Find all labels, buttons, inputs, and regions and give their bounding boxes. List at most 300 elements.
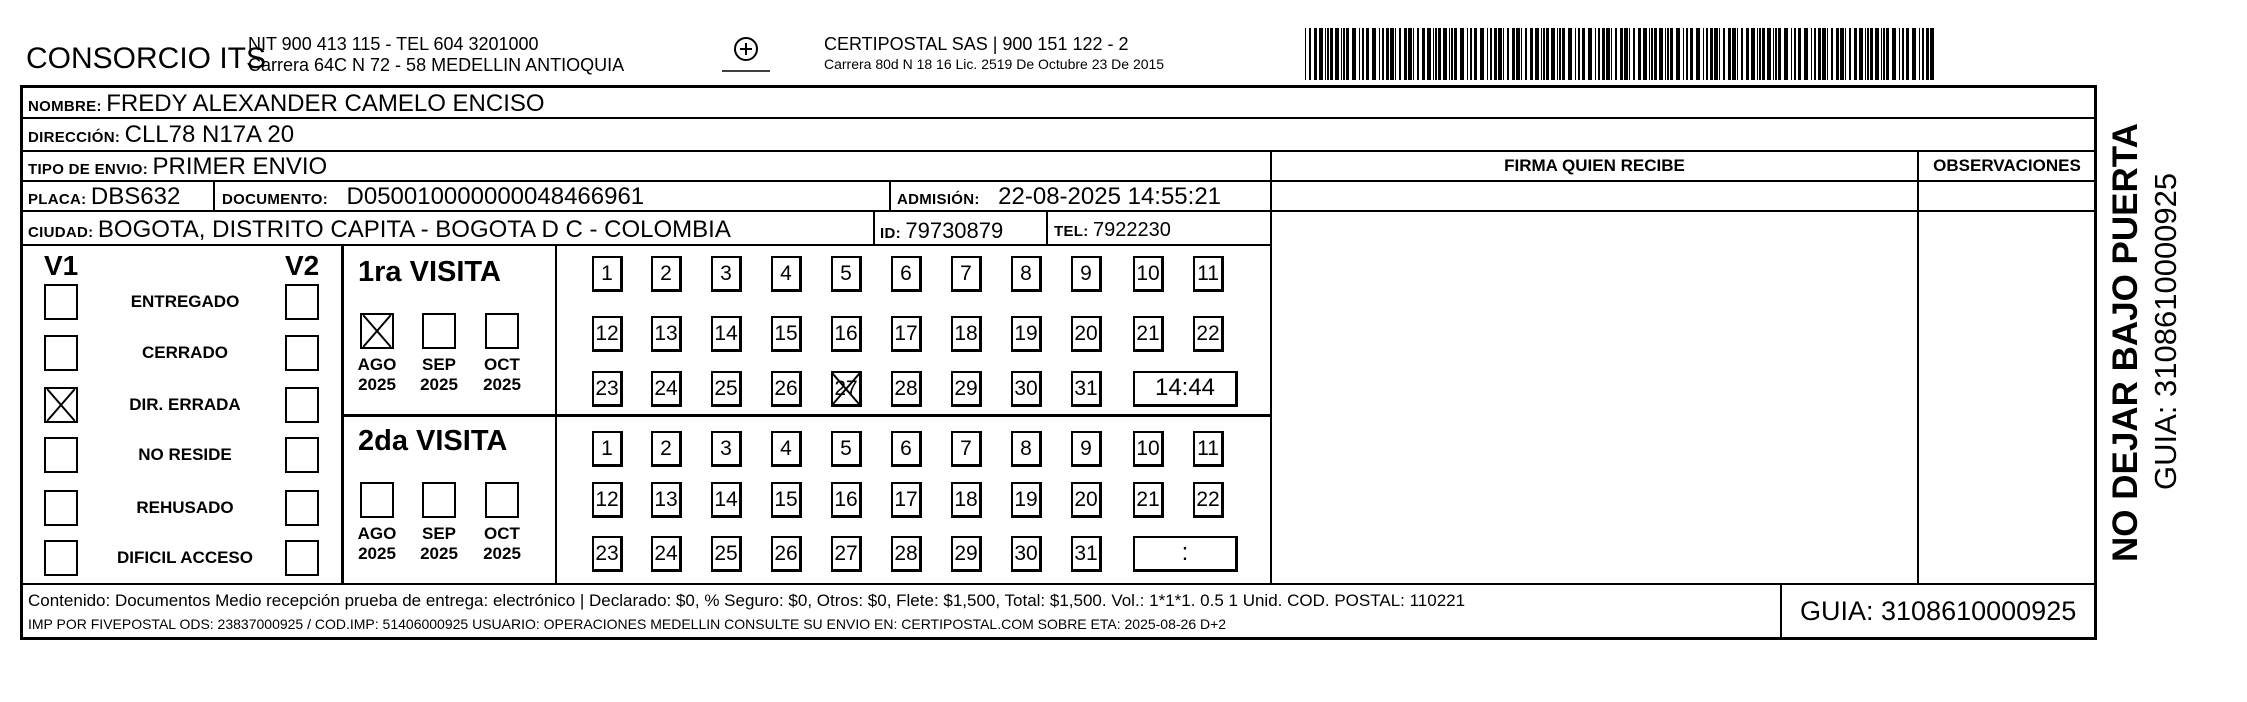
carrier-logo-icon xyxy=(716,33,776,77)
visit2-day-box[interactable]: 15 xyxy=(771,482,802,518)
visit1-month-checkbox[interactable] xyxy=(485,313,519,349)
visit1-month-checkbox[interactable] xyxy=(360,313,394,349)
document-row xyxy=(222,183,644,211)
barcode-bar xyxy=(1649,28,1650,80)
barcode-bar xyxy=(1582,28,1585,80)
document-number: D050010000000048466961 xyxy=(346,183,645,210)
barcode-bar xyxy=(1530,28,1533,80)
barcode-bar xyxy=(1836,28,1839,80)
barcode-bar xyxy=(1746,28,1749,80)
barcode-bar xyxy=(1408,28,1412,80)
barcode-bar xyxy=(1551,28,1555,80)
visit2-month-checkbox[interactable] xyxy=(422,482,456,518)
company-address-line: Carrera 64C N 72 - 58 MEDELLIN ANTIOQUIA xyxy=(248,55,625,75)
barcode-bar xyxy=(1912,28,1916,80)
barcode-bar xyxy=(1327,28,1329,80)
status-v1-checkbox[interactable] xyxy=(44,387,78,423)
status-v2-checkbox[interactable] xyxy=(285,437,319,473)
barcode-bar xyxy=(1676,28,1680,80)
barcode-bar xyxy=(1386,28,1389,80)
recipient-address: CLL78 N17A 20 xyxy=(124,121,295,148)
barcode-bar xyxy=(1665,28,1666,80)
tel-number: 7922230 xyxy=(1092,219,1171,241)
visit1-day-box[interactable]: 12 xyxy=(592,316,623,352)
barcode-bar xyxy=(1906,28,1909,80)
visit1-day-box[interactable]: 30 xyxy=(1011,371,1042,407)
barcode-bar xyxy=(1883,28,1885,80)
visit1-day-box[interactable]: 21 xyxy=(1133,316,1164,352)
barcode-bar xyxy=(1798,28,1801,80)
barcode-bar xyxy=(1435,28,1437,80)
barcode-bar xyxy=(1512,28,1515,80)
barcode-bar xyxy=(1454,28,1457,80)
id-number: 79730879 xyxy=(905,218,1004,243)
divider xyxy=(1270,150,1272,583)
visit2-day-box[interactable]: 10 xyxy=(1133,431,1164,467)
barcode-bar xyxy=(1390,28,1394,80)
visit2-month-label xyxy=(349,524,405,564)
barcode-bar xyxy=(1624,28,1628,80)
address-row xyxy=(28,121,294,149)
barcode-bar xyxy=(1438,28,1441,80)
barcode-bar xyxy=(1467,28,1468,80)
status-v2-checkbox[interactable] xyxy=(285,284,319,320)
barcode-bar xyxy=(1422,28,1425,80)
month-year: 2025 xyxy=(483,544,521,563)
carrier-info xyxy=(824,33,1164,73)
plate: DBS632 xyxy=(90,183,181,210)
recipient-name: FREDY ALEXANDER CAMELO ENCISO xyxy=(106,90,545,117)
visit1-day-box[interactable]: 31 xyxy=(1071,371,1102,407)
visit2-day-box[interactable]: 3 xyxy=(711,431,742,467)
visit1-day-box[interactable]: 11 xyxy=(1193,256,1224,292)
visit2-day-box[interactable]: 30 xyxy=(1011,536,1042,572)
barcode-bar xyxy=(1659,28,1663,80)
barcode-bar xyxy=(1751,28,1755,80)
barcode-bar xyxy=(1633,28,1635,80)
visit1-title: 1ra VISITA xyxy=(358,256,501,288)
barcode-bar xyxy=(1404,28,1407,80)
visit1-day-box[interactable]: 2 xyxy=(651,256,682,292)
barcode-bar xyxy=(1602,28,1605,80)
barcode-bar xyxy=(1417,28,1419,80)
month-name: SEP xyxy=(421,524,457,543)
divider xyxy=(555,244,557,583)
visit2-day-box[interactable]: 18 xyxy=(951,482,982,518)
month-name: AGO xyxy=(357,524,397,543)
barcode-bar xyxy=(1822,28,1826,80)
visit1-day-box[interactable]: 8 xyxy=(1011,256,1042,292)
barcode-bar xyxy=(1341,28,1342,80)
status-v2-checkbox[interactable] xyxy=(285,540,319,576)
barcode-bar xyxy=(1728,28,1731,80)
visit2-day-box[interactable]: 1 xyxy=(592,431,623,467)
barcode-bar xyxy=(1703,28,1704,80)
visit1-month-checkbox[interactable] xyxy=(422,313,456,349)
barcode-bar xyxy=(1325,28,1326,80)
barcode xyxy=(1305,28,1940,80)
visit2-day-box[interactable]: 23 xyxy=(592,536,623,572)
divider xyxy=(341,244,344,583)
visit2-time-box[interactable]: : xyxy=(1133,536,1238,572)
visit1-day-box[interactable]: 7 xyxy=(951,256,982,292)
barcode-bar xyxy=(1778,28,1781,80)
visit1-day-box[interactable]: 4 xyxy=(771,256,802,292)
visit2-day-box[interactable]: 27 xyxy=(831,536,862,572)
divider xyxy=(1270,210,2097,212)
barcode-bar xyxy=(1362,28,1364,80)
barcode-bar xyxy=(1767,28,1771,80)
visit2-day-box[interactable]: 6 xyxy=(891,431,922,467)
visit1-day-box[interactable]: 24 xyxy=(651,371,682,407)
barcode-bar xyxy=(1757,28,1758,80)
barcode-bar xyxy=(1919,28,1920,80)
visit1-day-box[interactable]: 23 xyxy=(592,371,623,407)
send-type-label: TIPO DE ENVIO: xyxy=(28,161,149,178)
signature-header: FIRMA QUIEN RECIBE xyxy=(1504,156,1685,175)
visit1-day-box[interactable]: 22 xyxy=(1193,316,1224,352)
month-name: OCT xyxy=(484,355,520,374)
print-info-line: IMP POR FIVEPOSTAL ODS: 23837000925 / COD.IMP: 51406000925 USUARIO: OPERACIONES MEDELLIN CONSULTE SU ENVIO EN: CERTIPOSTAL.COM SOBRE ETA: 2025-08-26 D+2 xyxy=(28,616,1227,632)
observations-area[interactable] xyxy=(1921,214,2095,581)
barcode-bar xyxy=(1595,28,1596,80)
visit1-day-box[interactable]: 28 xyxy=(891,371,922,407)
city-row xyxy=(28,216,731,244)
barcode-bar xyxy=(1343,28,1345,80)
visit2-day-box[interactable]: 11 xyxy=(1193,431,1224,467)
visit1-day-box[interactable]: 19 xyxy=(1011,316,1042,352)
barcode-bar xyxy=(1305,28,1306,80)
v1-header: V1 xyxy=(44,250,79,281)
visit2-day-box[interactable]: 14 xyxy=(711,482,742,518)
visit2-day-box[interactable]: 13 xyxy=(651,482,682,518)
visit1-day-box[interactable]: 29 xyxy=(951,371,982,407)
signature-area[interactable] xyxy=(1274,214,1915,581)
barcode-bar xyxy=(1865,28,1866,80)
tel-label: TEL: xyxy=(1054,223,1089,240)
barcode-bar xyxy=(1543,28,1545,80)
barcode-bar xyxy=(1881,28,1882,80)
barcode-bar xyxy=(1654,28,1657,80)
barcode-bar xyxy=(1498,28,1502,80)
barcode-bar xyxy=(1427,28,1431,80)
side-guia-number: GUIA: 3108610000925 xyxy=(2148,172,2183,490)
visit1-day-box[interactable]: 13 xyxy=(651,316,682,352)
barcode-bar xyxy=(1926,28,1929,80)
visit2-day-box[interactable]: 24 xyxy=(651,536,682,572)
barcode-bar xyxy=(1737,28,1738,80)
barcode-bar xyxy=(1546,28,1549,80)
barcode-bar xyxy=(1875,28,1879,80)
document-label: DOCUMENTO: xyxy=(222,191,329,208)
status-v1-checkbox[interactable] xyxy=(44,540,78,576)
barcode-bar xyxy=(1667,28,1669,80)
visit2-day-box[interactable]: 21 xyxy=(1133,482,1164,518)
status-v1-checkbox[interactable] xyxy=(44,437,78,473)
month-name: SEP xyxy=(421,355,457,374)
visit2-month-label xyxy=(474,524,530,564)
visit1-day-box[interactable]: 15 xyxy=(771,316,802,352)
visit1-day-box[interactable]: 3 xyxy=(711,256,742,292)
barcode-bar xyxy=(1791,28,1792,80)
barcode-bar xyxy=(1638,28,1641,80)
barcode-bar xyxy=(1507,28,1509,80)
barcode-bar xyxy=(1487,28,1488,80)
barcode-bar xyxy=(1541,28,1542,80)
divider xyxy=(889,180,891,210)
barcode-bar xyxy=(1773,28,1774,80)
company-nit-line: NIT 900 413 115 - TEL 604 3201000 xyxy=(248,34,539,54)
barcode-bar xyxy=(1706,28,1708,80)
barcode-bar xyxy=(1346,28,1349,80)
visit2-day-box[interactable]: 22 xyxy=(1193,482,1224,518)
carrier-address-line: Carrera 80d N 18 16 Lic. 2519 De Octubre 23 De 2015 xyxy=(824,56,1165,72)
status-label: ENTREGADO xyxy=(130,292,240,311)
month-name: AGO xyxy=(357,355,397,374)
barcode-bar xyxy=(1359,28,1360,80)
barcode-bar xyxy=(1480,28,1484,80)
status-v2-checkbox[interactable] xyxy=(285,490,319,526)
visit2-month-checkbox[interactable] xyxy=(360,482,394,518)
divider xyxy=(1046,210,1048,244)
visit2-day-box[interactable]: 25 xyxy=(711,536,742,572)
barcode-bar xyxy=(1759,28,1761,80)
barcode-bar xyxy=(1723,28,1725,80)
month-year: 2025 xyxy=(420,544,458,563)
carrier-logo xyxy=(716,33,776,77)
status-v1-checkbox[interactable] xyxy=(44,284,78,320)
name-row xyxy=(28,90,545,118)
barcode-bar xyxy=(1902,28,1904,80)
barcode-bar xyxy=(1352,28,1356,80)
month-year: 2025 xyxy=(420,375,458,394)
contents-line: Contenido: Documentos Medio recepción prueba de entrega: electrónico | Declarado: $0, % Seguro: $0, Otros: $0, Flete: $1,500, Total: $1,500. Vol.: 1*1*1. 0.5 1 Unid. COD. POSTAL: 110221 xyxy=(28,591,1466,610)
barcode-bar xyxy=(1732,28,1736,80)
barcode-bar xyxy=(1382,28,1384,80)
visit2-day-box[interactable]: 29 xyxy=(951,536,982,572)
barcode-bar xyxy=(1620,28,1623,80)
barcode-bar xyxy=(1670,28,1673,80)
barcode-bar xyxy=(1922,28,1924,80)
divider xyxy=(20,150,2097,152)
barcode-bar xyxy=(1588,28,1592,80)
visit1-day-box[interactable]: 1 xyxy=(592,256,623,292)
month-year: 2025 xyxy=(483,375,521,394)
barcode-bar xyxy=(1525,28,1527,80)
barcode-bar xyxy=(1804,28,1808,80)
visit1-day-box[interactable]: 20 xyxy=(1071,316,1102,352)
barcode-bar xyxy=(1714,28,1718,80)
name-label: NOMBRE: xyxy=(28,98,102,115)
barcode-bar xyxy=(1516,28,1520,80)
observations-header: OBSERVACIONES xyxy=(1933,156,2081,175)
send-type: PRIMER ENVIO xyxy=(152,153,328,180)
city: BOGOTA, DISTRITO CAPITA - BOGOTA D C - COLOMBIA xyxy=(97,216,731,243)
barcode-bar xyxy=(1521,28,1522,80)
barcode-bar xyxy=(1562,28,1565,80)
visit1-month-label xyxy=(411,355,467,395)
visit1-day-box[interactable]: 6 xyxy=(891,256,922,292)
send-type-row xyxy=(28,153,327,181)
barcode-bar xyxy=(1413,28,1414,80)
visit1-time-box[interactable]: 14:44 xyxy=(1133,371,1238,407)
barcode-bar xyxy=(1899,28,1900,80)
visit2-day-box[interactable]: 8 xyxy=(1011,431,1042,467)
barcode-bar xyxy=(1330,28,1333,80)
visit1-day-box[interactable]: 14 xyxy=(711,316,742,352)
barcode-bar xyxy=(1535,28,1539,80)
barcode-bar xyxy=(1319,28,1323,80)
barcode-bar xyxy=(1892,28,1896,80)
barcode-bar xyxy=(1710,28,1713,80)
barcode-bar xyxy=(1827,28,1828,80)
status-label: DIFICIL ACCESO xyxy=(116,548,253,567)
status-v1-checkbox[interactable] xyxy=(44,490,78,526)
visit2-day-box[interactable]: 19 xyxy=(1011,482,1042,518)
visit1-month-label xyxy=(349,355,405,395)
month-year: 2025 xyxy=(358,375,396,394)
address-label: DIRECCIÓN: xyxy=(28,129,121,146)
barcode-bar xyxy=(1854,28,1857,80)
visit1-day-box[interactable]: 27 xyxy=(831,371,862,407)
company-info xyxy=(248,34,624,76)
city-label: CIUDAD: xyxy=(28,224,94,241)
barcode-bar xyxy=(1611,28,1612,80)
barcode-bar xyxy=(1309,28,1311,80)
tel-row xyxy=(1054,219,1171,242)
visit1-day-box[interactable]: 17 xyxy=(891,316,922,352)
divider xyxy=(20,583,2097,585)
visit1-day-box[interactable]: 26 xyxy=(771,371,802,407)
visit1-day-box[interactable]: 25 xyxy=(711,371,742,407)
barcode-bar xyxy=(1372,28,1376,80)
visit2-day-box[interactable]: 2 xyxy=(651,431,682,467)
visit2-day-box[interactable]: 28 xyxy=(891,536,922,572)
barcode-bar xyxy=(1741,28,1743,80)
status-label: REHUSADO xyxy=(136,498,234,517)
barcode-bar xyxy=(1443,28,1447,80)
barcode-bar xyxy=(1651,28,1653,80)
barcode-bar xyxy=(1598,28,1600,80)
visit2-day-box[interactable]: 7 xyxy=(951,431,982,467)
barcode-bar xyxy=(1683,28,1684,80)
status-label: CERRADO xyxy=(142,343,228,362)
divider xyxy=(1270,180,2097,182)
admission-row xyxy=(897,183,1221,211)
barcode-bar xyxy=(1849,28,1851,80)
status-v1-checkbox[interactable] xyxy=(44,335,78,371)
status-label: DIR. ERRADA xyxy=(129,395,241,414)
admission-label: ADMISIÓN: xyxy=(897,191,980,208)
visit1-day-box[interactable]: 16 xyxy=(831,316,862,352)
barcode-bar xyxy=(1870,28,1873,80)
barcode-bar xyxy=(1474,28,1477,80)
barcode-bar xyxy=(1503,28,1504,80)
divider xyxy=(1917,150,1919,583)
visit1-day-box[interactable]: 18 xyxy=(951,316,982,352)
plate-row xyxy=(28,183,180,211)
admission-datetime: 22-08-2025 14:55:21 xyxy=(998,183,1222,210)
barcode-bar xyxy=(1867,28,1869,80)
barcode-bar xyxy=(1794,28,1796,80)
barcode-bar xyxy=(1578,28,1580,80)
barcode-bar xyxy=(1460,28,1464,80)
visit2-day-box[interactable]: 17 xyxy=(891,482,922,518)
month-year: 2025 xyxy=(358,544,396,563)
barcode-bar xyxy=(1814,28,1816,80)
visit2-day-box[interactable]: 4 xyxy=(771,431,802,467)
barcode-bar xyxy=(1314,28,1317,80)
barcode-bar xyxy=(1811,28,1812,80)
divider xyxy=(1780,583,1782,640)
visit2-day-box[interactable]: 31 xyxy=(1071,536,1102,572)
visit1-day-box[interactable]: 10 xyxy=(1133,256,1164,292)
barcode-bar xyxy=(1568,28,1572,80)
barcode-bar xyxy=(1606,28,1610,80)
status-v2-checkbox[interactable] xyxy=(285,387,319,423)
visit2-title: 2da VISITA xyxy=(358,425,508,457)
do-not-leave-under-door: NO DEJAR BAJO PUERTA xyxy=(2106,123,2145,562)
id-row xyxy=(880,218,1003,244)
visit2-day-box[interactable]: 5 xyxy=(831,431,862,467)
barcode-bar xyxy=(1559,28,1561,80)
barcode-bar xyxy=(1859,28,1863,80)
barcode-bar xyxy=(1762,28,1765,80)
visit1-day-box[interactable]: 5 xyxy=(831,256,862,292)
guia-number: GUIA: 3108610000925 xyxy=(1800,596,2077,626)
barcode-bar xyxy=(1470,28,1472,80)
barcode-bar xyxy=(1575,28,1576,80)
v2-header: V2 xyxy=(285,250,320,281)
barcode-bar xyxy=(1696,28,1700,80)
barcode-bar xyxy=(1451,28,1453,80)
visit2-day-box[interactable]: 9 xyxy=(1071,431,1102,467)
barcode-bar xyxy=(1818,28,1821,80)
barcode-bar xyxy=(1449,28,1450,80)
barcode-bar xyxy=(1886,28,1889,80)
barcode-bar xyxy=(1845,28,1846,80)
barcode-bar xyxy=(1395,28,1396,80)
visit2-day-box[interactable]: 16 xyxy=(831,482,862,518)
barcode-bar xyxy=(1399,28,1401,80)
barcode-bar xyxy=(1490,28,1492,80)
barcode-bar xyxy=(1930,28,1934,80)
company-name: CONSORCIO ITS xyxy=(26,42,267,75)
visit1-day-box[interactable]: 9 xyxy=(1071,256,1102,292)
barcode-bar xyxy=(1366,28,1369,80)
status-v2-checkbox[interactable] xyxy=(285,335,319,371)
visit2-day-box[interactable]: 12 xyxy=(592,482,623,518)
barcode-bar xyxy=(1840,28,1844,80)
carrier-name-line: CERTIPOSTAL SAS | 900 151 122 - 2 xyxy=(824,34,1129,54)
visit2-day-box[interactable]: 26 xyxy=(771,536,802,572)
barcode-bar xyxy=(1719,28,1720,80)
barcode-bar xyxy=(1775,28,1777,80)
barcode-bar xyxy=(1557,28,1558,80)
barcode-bar xyxy=(1615,28,1617,80)
divider xyxy=(20,244,1270,246)
visit2-day-box[interactable]: 20 xyxy=(1071,482,1102,518)
barcode-bar xyxy=(1379,28,1380,80)
barcode-bar xyxy=(1690,28,1693,80)
divider xyxy=(873,210,875,244)
visit2-month-checkbox[interactable] xyxy=(485,482,519,518)
visit1-month-label xyxy=(474,355,530,395)
month-name: OCT xyxy=(484,524,520,543)
barcode-bar xyxy=(1433,28,1434,80)
barcode-bar xyxy=(1335,28,1339,80)
barcode-bar xyxy=(1831,28,1833,80)
